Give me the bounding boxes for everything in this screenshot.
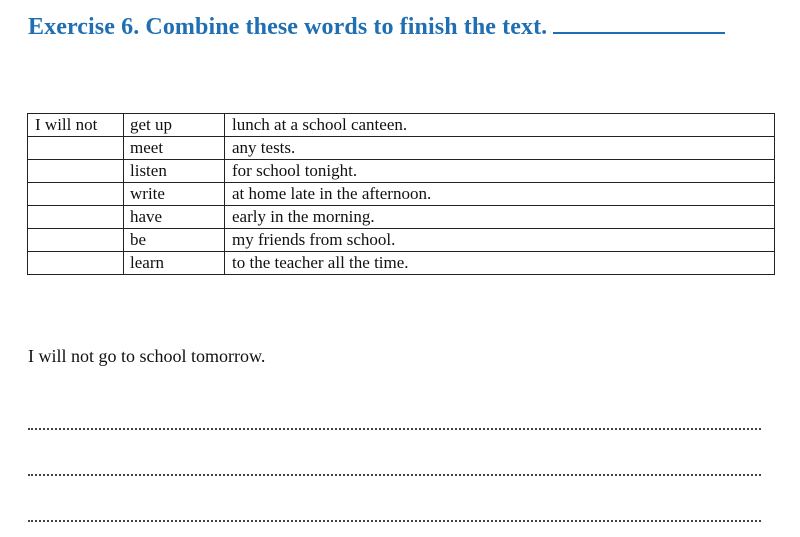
table-row (28, 137, 775, 160)
verb-cell: have (124, 206, 225, 229)
table-row (28, 114, 775, 137)
subject-cell (28, 206, 124, 229)
word-table-body (28, 114, 775, 275)
subject-cell (28, 229, 124, 252)
table-row (28, 229, 775, 252)
table-row (28, 206, 775, 229)
table-row (28, 252, 775, 275)
example-sentence: I will not go to school tomorrow. (28, 346, 266, 366)
ending-cell: lunch at a school canteen. (225, 114, 775, 137)
verb-cell: write (124, 183, 225, 206)
table-row (28, 183, 775, 206)
ending-cell: for school tonight. (225, 160, 775, 183)
ending-cell: early in the morning. (225, 206, 775, 229)
verb-cell: meet (124, 137, 225, 160)
answer-line[interactable] (28, 474, 761, 476)
exercise-title-text: Exercise 6. Combine these words to finish the text. (28, 14, 548, 40)
verb-cell: learn (124, 252, 225, 275)
verb-cell: get up (124, 114, 225, 137)
exercise-title (28, 14, 725, 41)
ending-cell: my friends from school. (225, 229, 775, 252)
ending-cell: to the teacher all the time. (225, 252, 775, 275)
subject-cell (28, 183, 124, 206)
ending-cell: at home late in the afternoon. (225, 183, 775, 206)
verb-cell: listen (124, 160, 225, 183)
ending-cell: any tests. (225, 137, 775, 160)
subject-cell: I will not (28, 114, 124, 137)
subject-cell (28, 160, 124, 183)
title-answer-blank (553, 14, 725, 34)
answer-line[interactable] (28, 520, 761, 522)
table-row (28, 160, 775, 183)
verb-cell: be (124, 229, 225, 252)
word-combination-table (27, 113, 775, 275)
subject-cell (28, 252, 124, 275)
answer-line[interactable] (28, 428, 761, 430)
subject-cell (28, 137, 124, 160)
